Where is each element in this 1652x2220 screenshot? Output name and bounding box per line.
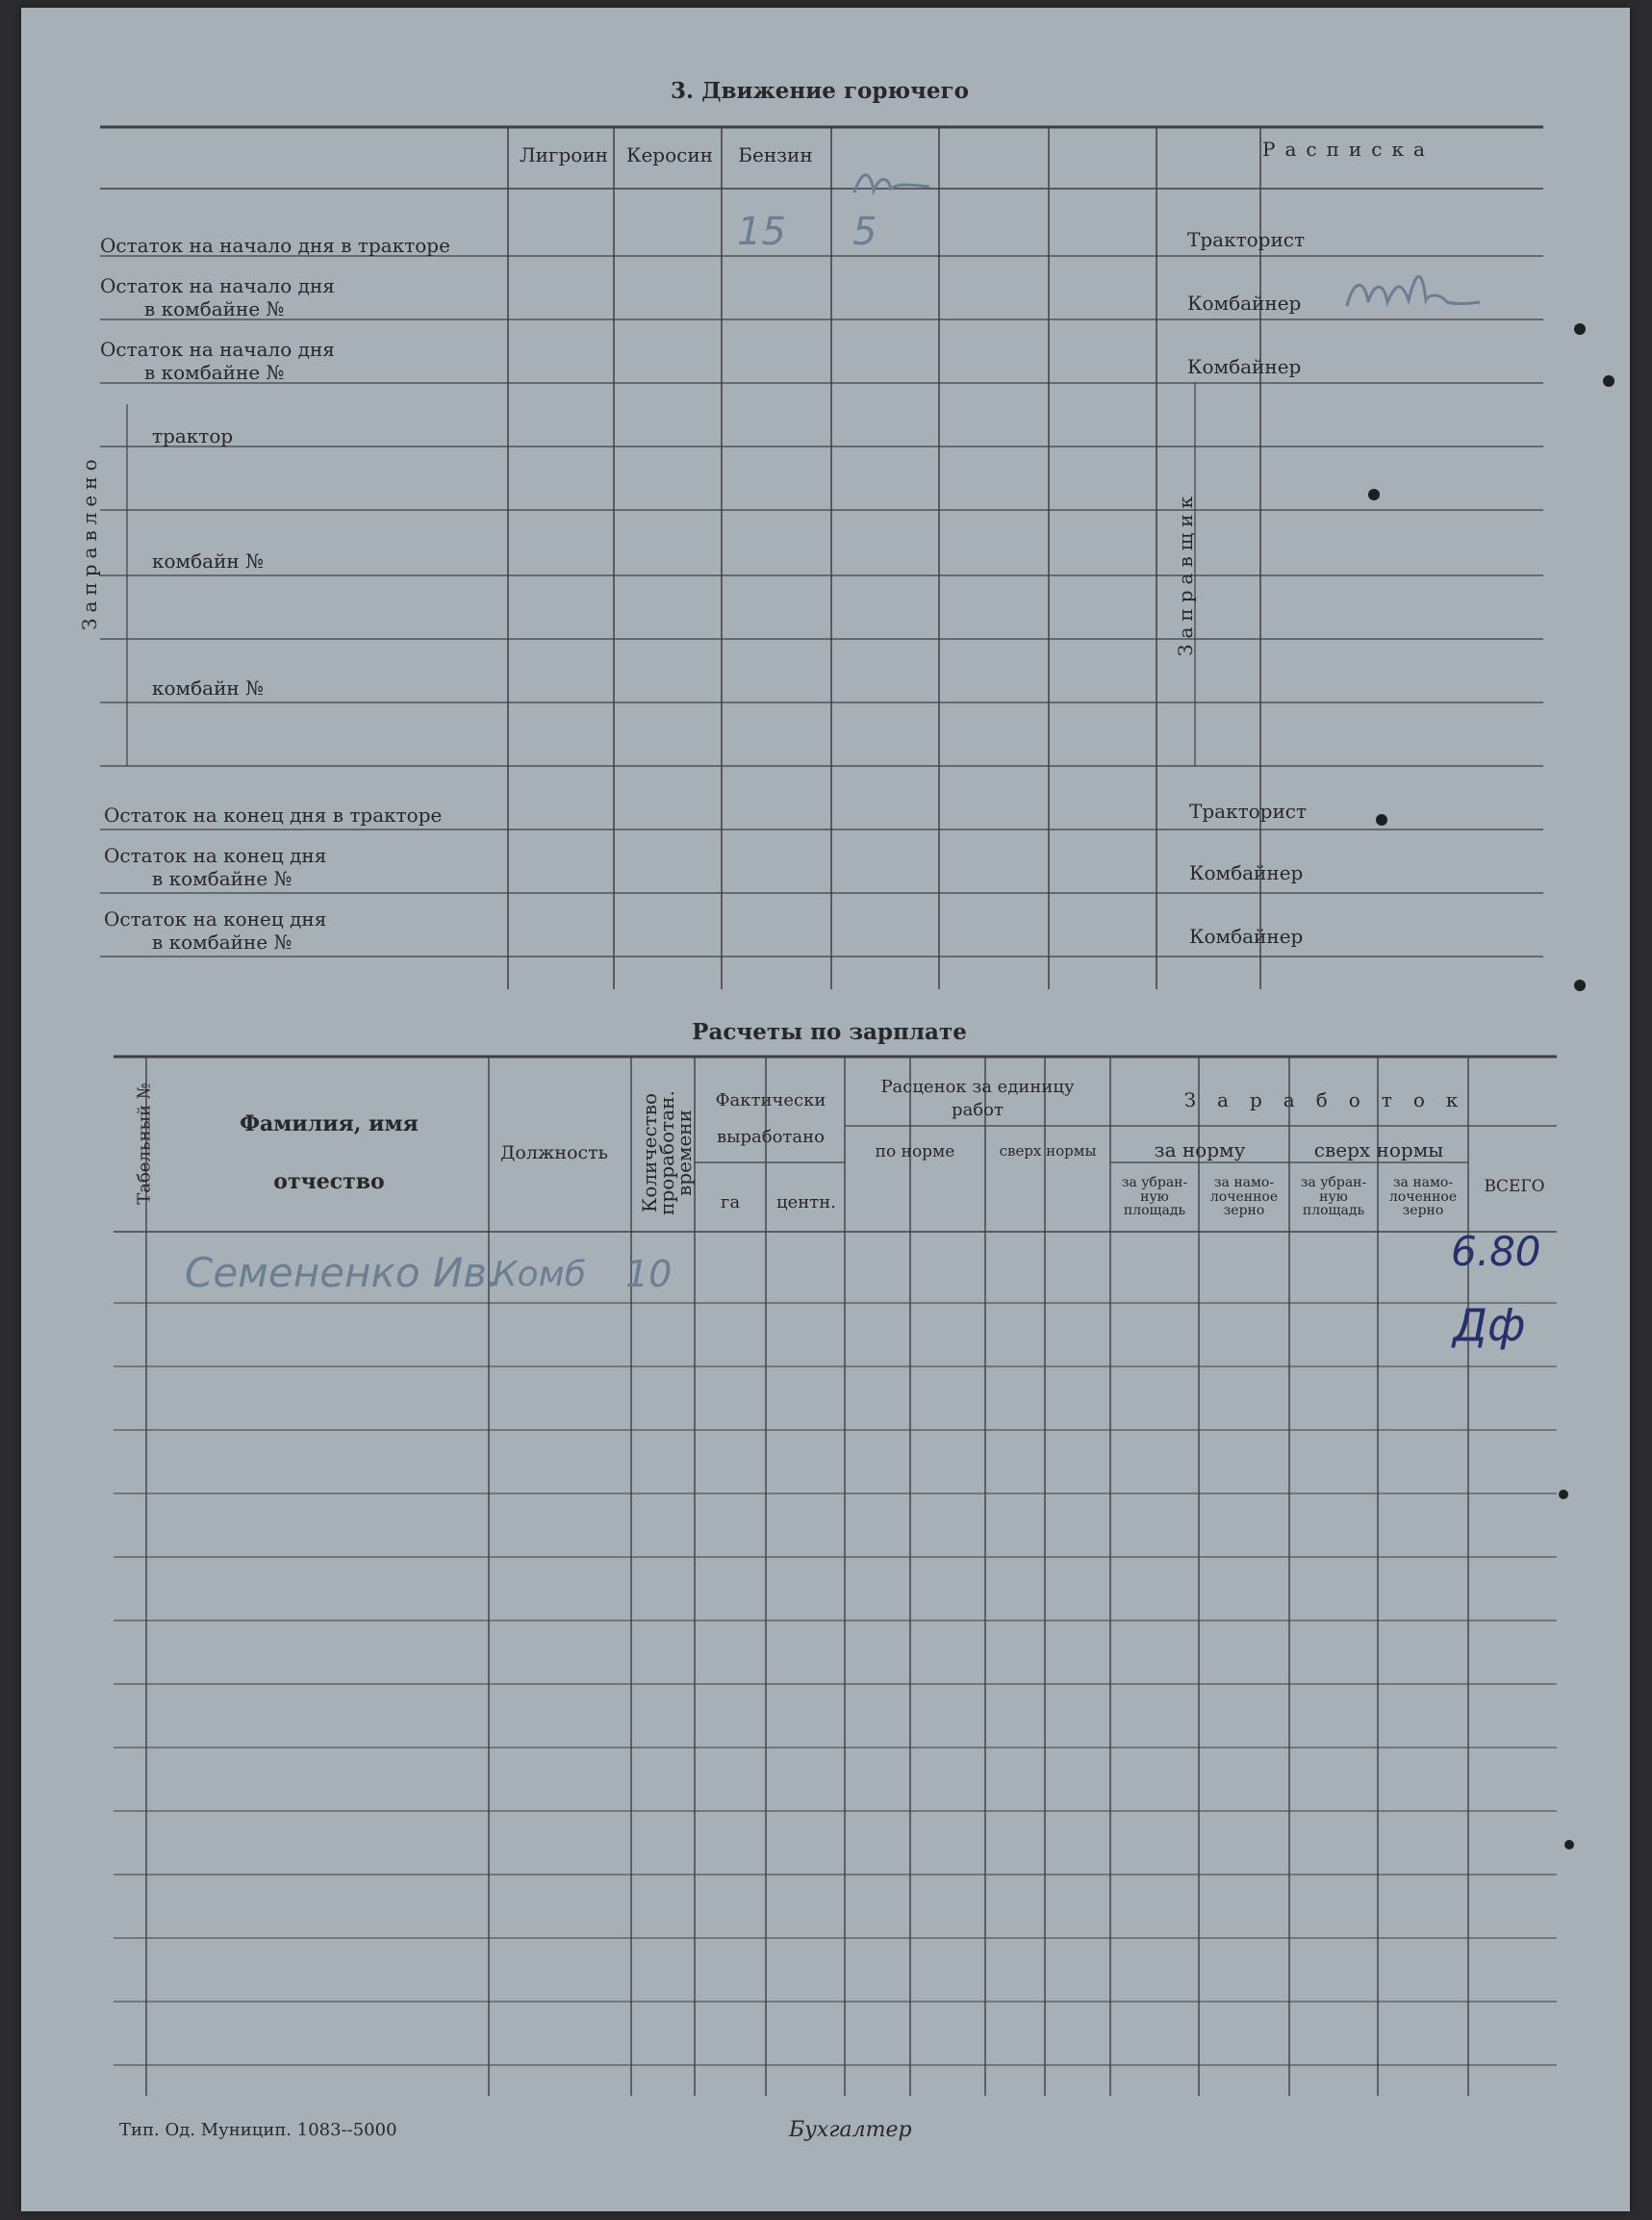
handwritten-position: Комб <box>493 1255 586 1294</box>
header-fio-line1: Фамилия, имя <box>240 1111 419 1136</box>
signer-combiner-end-2: Комбайнер <box>1189 925 1304 948</box>
punch-hole <box>1559 1490 1568 1499</box>
refueled-label: Заправлено <box>78 453 101 630</box>
handwritten-column-mark <box>849 156 935 204</box>
row-start-combine-1-line2: в комбайне № <box>144 297 285 320</box>
refueled-combine-2: комбайн № <box>152 676 265 700</box>
row-start-combine-1: Остаток на начало дня <box>100 274 335 297</box>
header-earnings-grain-2: за намо- лоченное зерно <box>1388 1175 1458 1219</box>
header-rates-line1: Расценок за единицу <box>880 1077 1075 1097</box>
row-end-tractor: Остаток на конец дня в тракторе <box>104 804 443 827</box>
header-position: Должность <box>499 1142 609 1163</box>
header-fio-line2: отчество <box>273 1169 385 1194</box>
header-actual-line1: Фактически <box>715 1090 826 1110</box>
header-rates-line2: работ <box>952 1100 1004 1120</box>
handwritten-extra-5: 5 <box>852 210 877 254</box>
header-hours-3: времени <box>673 1110 696 1196</box>
punch-hole <box>1564 1840 1574 1850</box>
combiner-signature <box>1339 260 1484 327</box>
row-start-combine-2-line2: в комбайне № <box>144 361 285 384</box>
header-earnings: Заработок <box>1183 1088 1480 1111</box>
footer-accountant: Бухгалтер <box>789 2118 912 2142</box>
handwritten-total: 6.80 <box>1451 1228 1541 1275</box>
handwritten-signature: Дф <box>1453 1299 1526 1351</box>
refueled-tractor: трактор <box>152 424 234 447</box>
row-start-tractor: Остаток на начало дня в тракторе <box>100 234 450 257</box>
signature-header: Расписка <box>1262 138 1435 161</box>
punch-hole <box>1603 375 1614 387</box>
fuel-section-title: 3. Движение горючего <box>671 78 969 104</box>
footer-printer: Тип. Од. Муницип. 1083--5000 <box>119 2120 397 2140</box>
row-end-combine-1: Остаток на конец дня <box>104 844 327 867</box>
refueled-combine-1: комбайн № <box>152 549 265 573</box>
header-actual-ga: га <box>720 1192 741 1212</box>
signer-tractor-driver-end: Тракторист <box>1189 800 1308 823</box>
handwritten-benzin-15: 15 <box>737 210 786 254</box>
punch-hole <box>1574 323 1586 335</box>
punch-hole <box>1574 980 1586 991</box>
row-end-combine-2-line2: в комбайне № <box>152 931 292 954</box>
signer-combiner-start-1: Комбайнер <box>1187 292 1302 315</box>
header-actual-line2: выработано <box>717 1127 825 1147</box>
header-tabel: Табельный № <box>134 1083 155 1205</box>
document-sheet <box>21 8 1630 2211</box>
handwritten-hours: 10 <box>625 1253 673 1295</box>
row-start-combine-2: Остаток на начало дня <box>100 338 335 361</box>
refueler-label: Заправщик <box>1174 490 1197 656</box>
signer-combiner-start-2: Комбайнер <box>1187 355 1302 378</box>
signer-combiner-end-1: Комбайнер <box>1189 861 1304 884</box>
header-earnings-norm: за норму <box>1154 1138 1246 1161</box>
row-end-combine-2: Остаток на конец дня <box>104 907 327 931</box>
header-rates-norm: по норме <box>875 1142 955 1161</box>
column-ligroin: Лигроин <box>519 143 608 166</box>
punch-hole <box>1376 814 1387 826</box>
column-kerosene: Керосин <box>625 143 714 166</box>
header-earnings-over: сверх нормы <box>1313 1138 1444 1161</box>
header-hours-2: проработан. <box>655 1090 678 1215</box>
row-end-combine-1-line2: в комбайне № <box>152 867 292 890</box>
header-total: ВСЕГО <box>1484 1177 1545 1196</box>
header-hours-1: Количество <box>638 1092 661 1213</box>
column-benzin: Бензин <box>738 143 813 166</box>
salary-section-title: Расчеты по зарплате <box>692 1019 967 1045</box>
punch-hole <box>1368 489 1380 500</box>
header-earnings-area-2: за убран- ную площадь <box>1300 1175 1367 1219</box>
header-earnings-grain-1: за намо- лоченное зерно <box>1209 1175 1279 1219</box>
handwritten-name: Семененко Ив. <box>185 1249 500 1296</box>
header-earnings-area-1: за убран- ную площадь <box>1121 1175 1188 1219</box>
header-actual-centner: центн. <box>776 1192 836 1212</box>
signer-tractor-driver-start: Тракторист <box>1187 228 1306 251</box>
header-rates-over: сверх нормы <box>999 1142 1097 1160</box>
